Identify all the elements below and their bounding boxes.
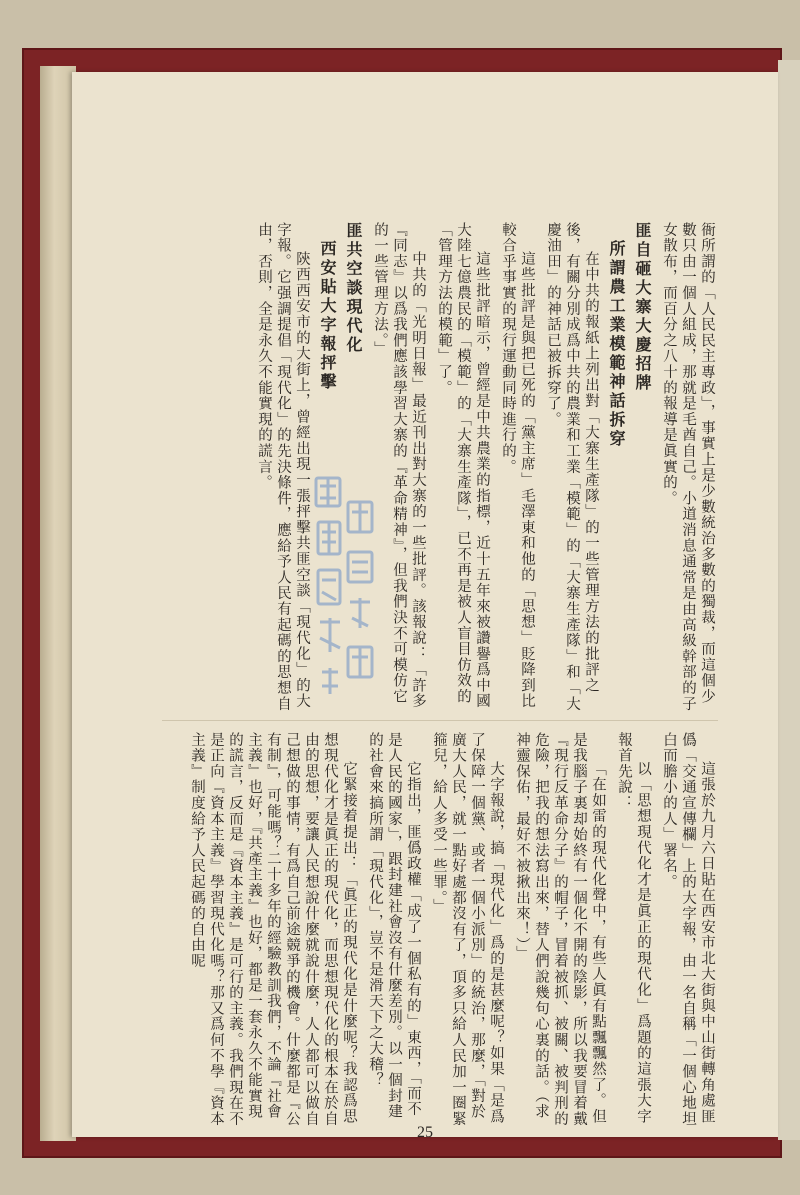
paragraph: 這些批評暗示，曾經是中共農業的指標，近十五年來被讚譽爲中國大陸七億農民的「模範」的「大寨生產隊」，已不再是被人盲目仿效的「管理方法的模範」了。 xyxy=(436,222,490,710)
paragraph: 衙所謂的「人民民主專政」，事實上是少數統治多數的獨裁，而這個少數只由一個人組成，那就是毛酋自己。小道消息通常是由高級幹部的子女散布，而百分之八十的報導是眞實的。 xyxy=(661,222,715,712)
subheadline-1: 所謂農工業模範神話拆穿 xyxy=(607,240,626,449)
library-stamp xyxy=(308,472,378,722)
paragraph: 陝西西安市的大街上，曾經出現一張抨擊共匪空談「現代化」的大字報。它强調提倡「現代化」的先決條件，應給予人民有起碼的思想自由，否則，全是永久不能實現的謊言。 xyxy=(256,222,310,712)
subheadline-2: 西安貼大字報抨擊 xyxy=(318,240,337,392)
paragraph: 它緊接着提出：「眞正的現代化是什麼呢？我認爲思想現代化才是眞正的現代化，而思想現代化的根本在於自由的思想，要讓人民想說什麼就說什麼，人人都可以做自己想做的事情，有爲自己前途競爭的機會。什麼都是『公有制』，可能嗎？二十多年的經驗教訓我們，不論『社會主義』也好，『共產主義』也好，都是一套永久不能實現的謊言，反而是『資本主義』是可行的主義。我們現在不是正向『資本主義』學習現代化嗎？那又爲何不學『資本主義』制度給予人民起碼的自由呢 xyxy=(189,732,357,1127)
bottom-text-block xyxy=(180,732,716,1132)
column-divider xyxy=(162,720,718,721)
right-margin xyxy=(778,60,800,1140)
paragraph: 它指出，匪僞政權「成了一個私有的」東西，「而不是人民的國家」，跟封建社會沒有什麼差別。以一個封建的社會來搞所謂「現代化」，豈不是滑天下之大稽？ xyxy=(367,732,421,1120)
paragraph: 大字報說，搞「現代化」爲的是甚麼呢？如果「是爲了保障一個黨、或者一個小派別」的統治，那麼，「對於廣大人民，就一點好處都沒有了，頂多只給人民加一圈緊箍兒，給人多受一些罪。」 xyxy=(431,732,504,1127)
paragraph: 這些批評是與把已死的「黨主席」毛澤東和他的「思想」貶降到比較合乎事實的現行運動同時進行的。 xyxy=(500,222,535,710)
paragraph: 「在如雷的現代化聲中，有些人眞有點飄飄然了。但是我腦子裏却始終有一個化不開的陰影，所以我要冒着戴『現行反革命分子』的帽子，冒着被抓、被關、被判刑的危險，把我的想法寫出來，替人們說幾句心裏的話。（求神靈保佑，最好不被揪出來！）」 xyxy=(514,732,606,1127)
paragraph: 這張於九月六日貼在西安市北大街與中山街轉角處匪僞「交通宣傳欄」上的大字報，由一名自稱「一個心地坦白而膽小的人」署名。 xyxy=(661,732,715,1127)
paragraph: 在中共的報紙上列出對「大寨生產隊」的一些管理方法的批評之後，有關分別成爲中共的農業和工業「模範」的「大寨生產隊」和「大慶油田」的神話已被拆穿了。 xyxy=(545,222,599,712)
page-stack-edge xyxy=(40,66,76,1141)
paragraph: 中共的「光明日報」最近刊出對大寨的一些批評。該報說：「許多『同志』以爲我們應該學習大寨的『革命精神』，但我們決不可模仿它的一些管理方法。」 xyxy=(372,222,426,710)
book-page xyxy=(72,72,778,1141)
headline-2: 匪共空談現代化 xyxy=(344,222,363,355)
page-number: 25 xyxy=(417,1124,433,1141)
headline-1: 匪自砸大寨大慶招牌 xyxy=(633,222,652,393)
paragraph: 以「思想現代化才是眞正的現代化」爲題的這張大字報首先說： xyxy=(616,732,651,1125)
